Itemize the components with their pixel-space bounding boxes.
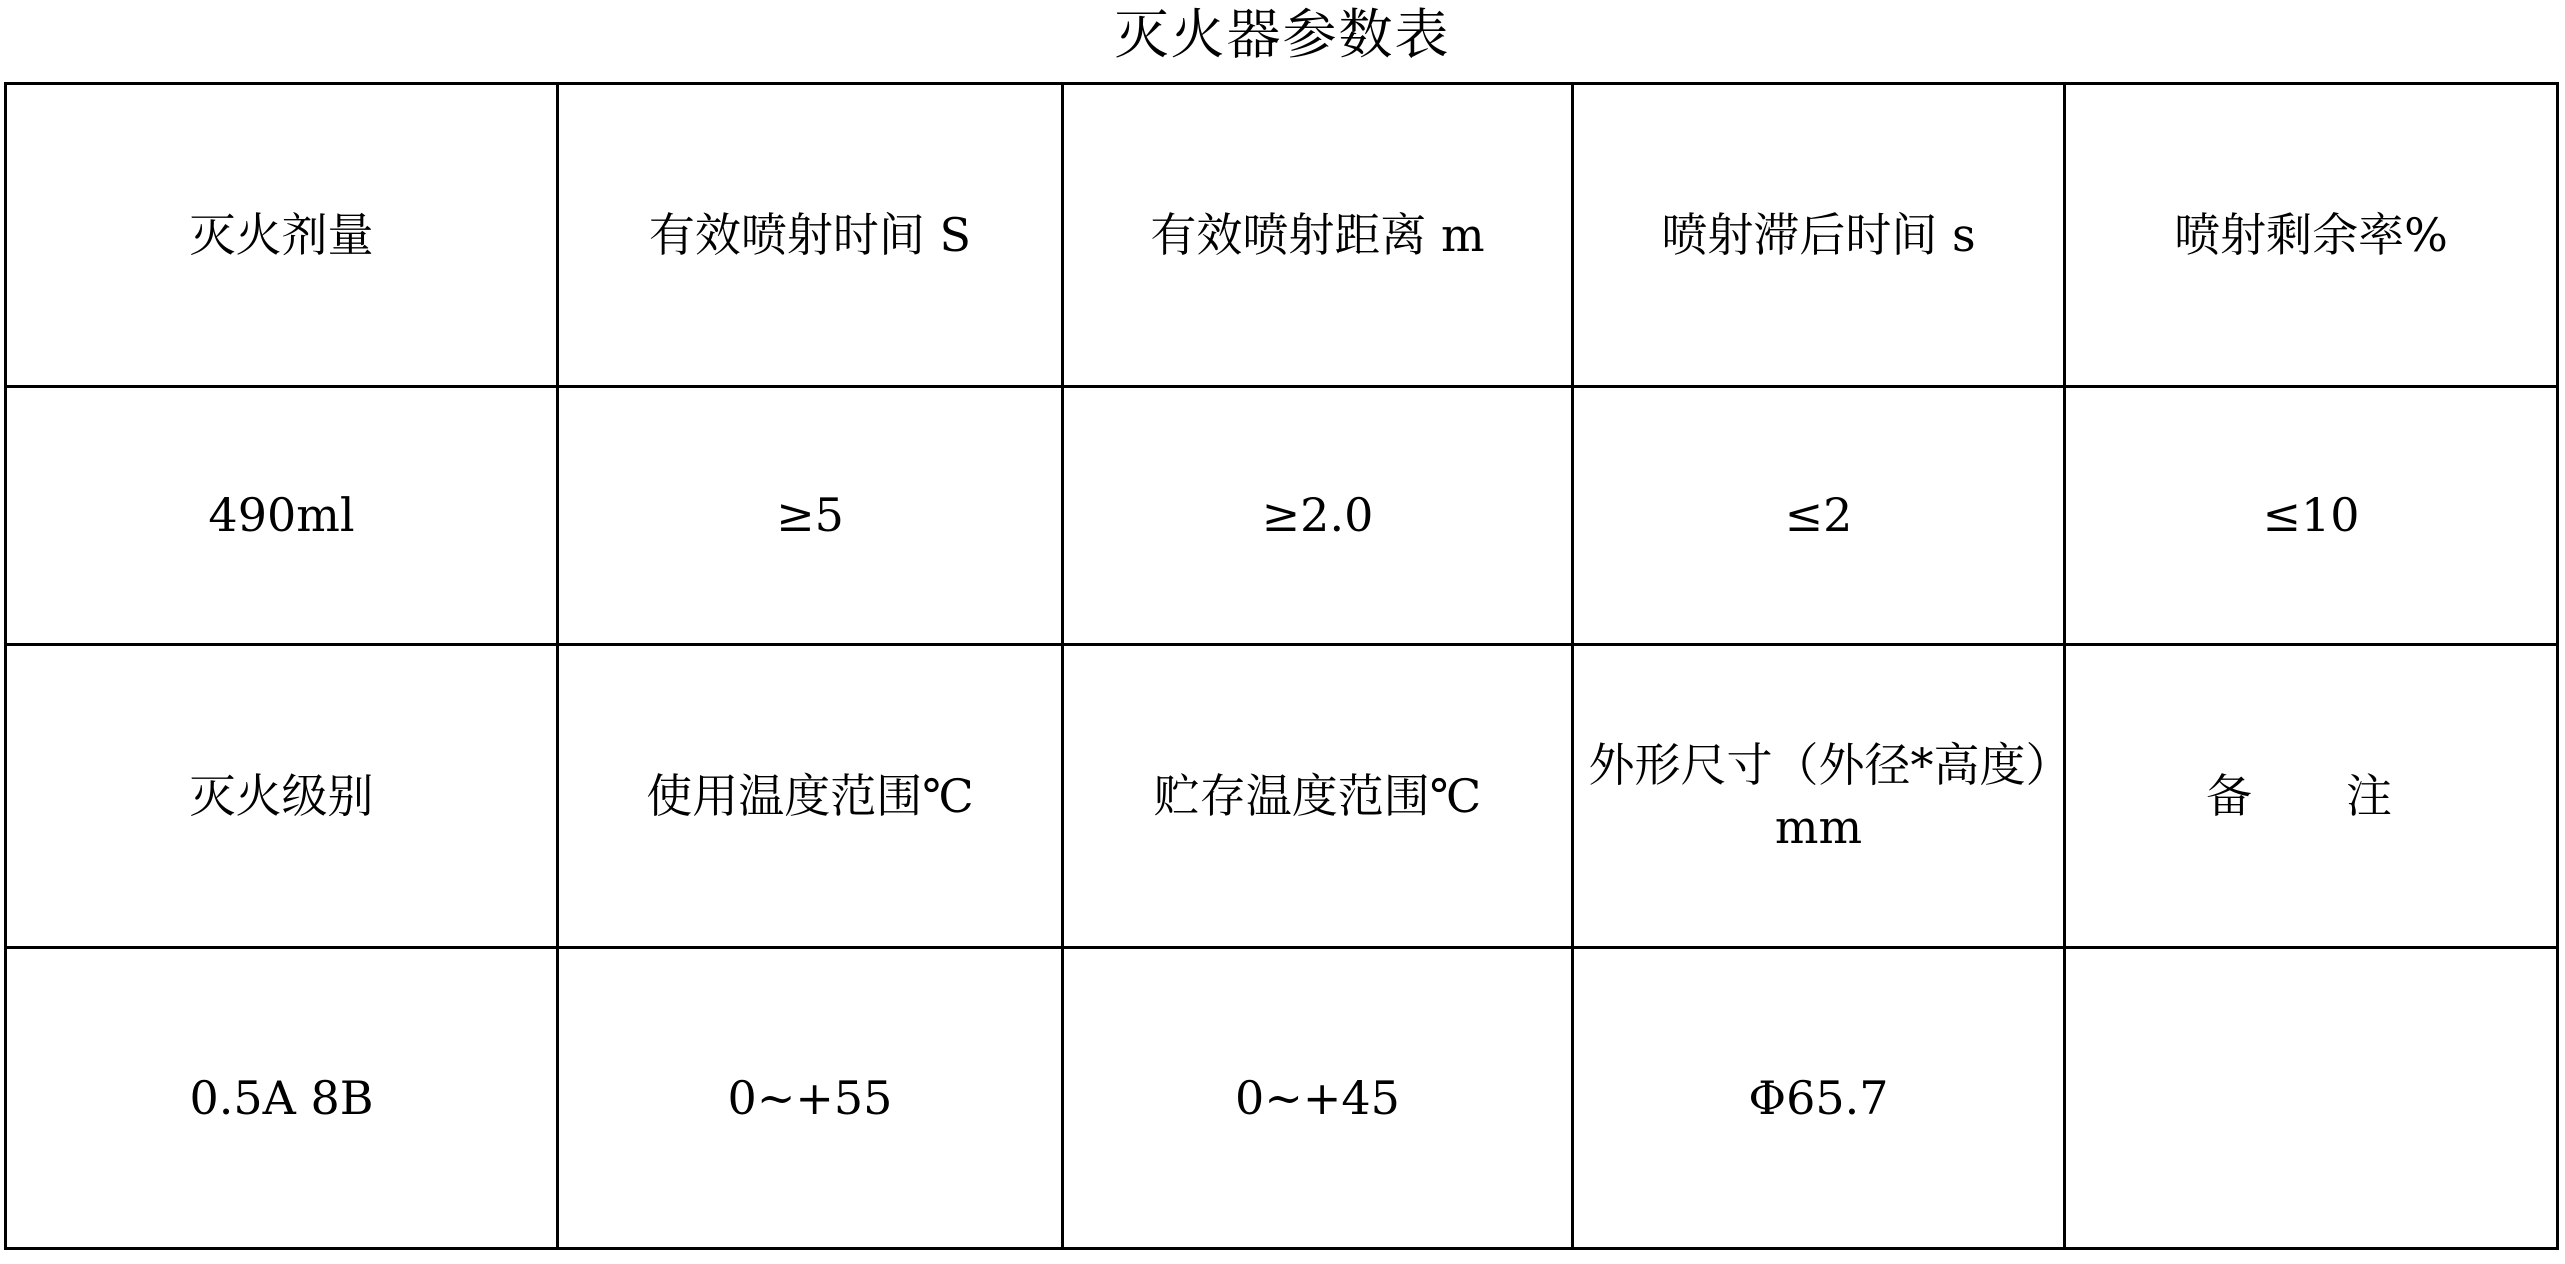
table-cell: 0~+55 [558,948,1063,1249]
table-cell: 0~+45 [1063,948,1573,1249]
table-cell: ≤10 [2065,387,2558,645]
table-cell: ≤2 [1573,387,2065,645]
table-cell: 喷射滞后时间 s [1573,84,2065,387]
table-cell: ≥2.0 [1063,387,1573,645]
page-title: 灭火器参数表 [1114,3,1451,66]
extinguisher-parameter-table [4,82,2559,1250]
table-cell: 使用温度范围℃ [558,645,1063,948]
table-cell: 外形尺寸（外径*高度）mm [1573,645,2065,948]
table-cell: 灭火级别 [6,645,558,948]
table-row [6,84,2558,387]
table-row [6,645,2558,948]
table-cell: 0.5A 8B [6,948,558,1249]
table-cell: ≥5 [558,387,1063,645]
table-cell: 贮存温度范围℃ [1063,645,1573,948]
table-cell [2065,948,2558,1249]
table-cell: Φ65.7 [1573,948,2065,1249]
table-cell: 备 注 [2065,645,2558,948]
table-row [6,948,2558,1249]
table-cell: 灭火剂量 [6,84,558,387]
table-cell: 喷射剩余率% [2065,84,2558,387]
table-cell: 有效喷射距离 m [1063,84,1573,387]
table-cell: 490ml [6,387,558,645]
table-cell: 有效喷射时间 S [558,84,1063,387]
table-row [6,387,2558,645]
